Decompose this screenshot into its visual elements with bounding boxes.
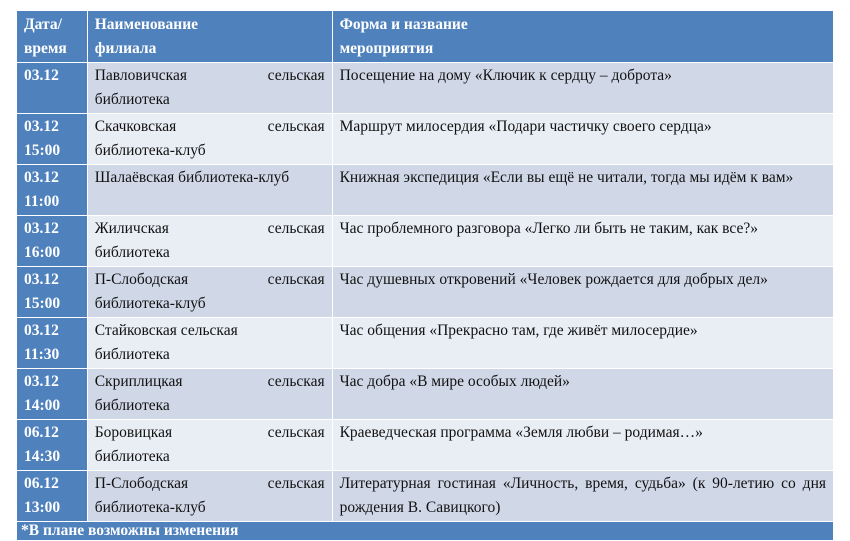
header-branch-line1: Наименование	[94, 16, 199, 33]
table-row	[17, 63, 834, 114]
table-footer-row	[17, 522, 834, 541]
branch-line1	[95, 370, 325, 394]
branch-type: сельская	[267, 271, 325, 288]
table-row	[17, 318, 834, 369]
date-time-cell	[17, 63, 88, 114]
branch-name: Павловичская	[94, 67, 187, 84]
branch-line1	[95, 472, 325, 496]
table-row	[17, 369, 834, 420]
event-date: 03.12	[24, 67, 59, 84]
branch-line1	[95, 115, 325, 139]
event-cell: Краеведческая программа «Земля любви – родимая…»	[332, 420, 833, 471]
date-time-cell	[17, 318, 88, 369]
branch-kind: библиотека	[94, 448, 170, 465]
footer-note: *В плане возможны изменения	[17, 522, 834, 541]
branch-cell	[87, 420, 332, 471]
event-cell: Литературная гостиная «Личность, время, судьба» (к 90-летию со дня рождения В. Савицкого)	[332, 471, 833, 522]
table-row	[17, 165, 834, 216]
event-date: 06.12	[24, 475, 59, 492]
branch-line1	[95, 268, 325, 292]
event-cell: Час душевных откровений «Человек рождается для добрых дел»	[332, 267, 833, 318]
event-date: 03.12	[24, 220, 59, 237]
table-row	[17, 471, 834, 522]
event-cell: Книжная экспедиция «Если вы ещё не читали, тогда мы идём к вам»	[332, 165, 833, 216]
branch-name: Скачковская	[94, 118, 177, 135]
header-branch-line2: филиала	[94, 40, 157, 57]
branch-line1	[95, 64, 325, 88]
event-date: 06.12	[24, 424, 59, 441]
branch-cell	[87, 216, 332, 267]
branch-cell	[87, 165, 332, 216]
branch-kind: библиотека-клуб	[94, 499, 206, 516]
header-event-line1: Форма и название	[339, 16, 468, 33]
event-time: 13:00	[24, 499, 61, 516]
branch-cell	[87, 63, 332, 114]
event-cell: Посещение на дому «Ключик к сердцу – доброта»	[332, 63, 833, 114]
event-cell: Час общения «Прекрасно там, где живёт милосердие»	[332, 318, 833, 369]
table-header-row	[17, 11, 834, 63]
header-date-time-line1: Дата/	[24, 16, 62, 33]
event-time: 15:00	[24, 295, 61, 312]
date-time-cell	[17, 471, 88, 522]
branch-type: сельская	[267, 475, 325, 492]
branch-name: Стайковская сельская	[94, 322, 238, 339]
header-date-time-line2: время	[24, 40, 67, 57]
header-date-time	[17, 11, 88, 63]
branch-kind: библиотека	[94, 397, 170, 414]
date-time-cell	[17, 369, 88, 420]
table-row	[17, 216, 834, 267]
table-row	[17, 420, 834, 471]
date-time-cell	[17, 165, 88, 216]
branch-kind: библиотека-клуб	[94, 295, 206, 312]
event-date: 03.12	[24, 373, 59, 390]
event-time: 15:00	[24, 142, 61, 159]
header-branch	[87, 11, 332, 63]
branch-name: Скриплицкая	[94, 373, 183, 390]
branch-name: Боровицкая	[94, 424, 173, 441]
branch-line1	[95, 217, 325, 241]
branch-cell	[87, 318, 332, 369]
event-cell: Час добра «В мире особых людей»	[332, 369, 833, 420]
event-time: 11:30	[24, 346, 60, 363]
branch-line1	[95, 421, 325, 445]
event-time: 11:00	[24, 193, 60, 210]
branch-type: сельская	[267, 220, 325, 237]
branch-name: Шалаёвская библиотека-клуб	[94, 169, 290, 186]
event-date: 03.12	[24, 118, 59, 135]
branch-cell	[87, 471, 332, 522]
branch-type: сельская	[267, 424, 325, 441]
header-event-line2: мероприятия	[339, 40, 434, 57]
event-cell: Час проблемного разговора «Легко ли быть не таким, как все?»	[332, 216, 833, 267]
event-date: 03.12	[24, 271, 59, 288]
branch-cell	[87, 267, 332, 318]
event-time: 14:30	[24, 448, 61, 465]
date-time-cell	[17, 420, 88, 471]
schedule-table	[16, 10, 834, 541]
date-time-cell	[17, 267, 88, 318]
event-time: 16:00	[24, 244, 61, 261]
branch-kind: библиотека-клуб	[94, 142, 206, 159]
branch-type: сельская	[267, 118, 325, 135]
branch-kind: библиотека	[94, 346, 170, 363]
branch-kind: библиотека	[94, 91, 170, 108]
event-date: 03.12	[24, 169, 59, 186]
header-event	[332, 11, 833, 63]
branch-type: сельская	[267, 373, 325, 390]
branch-kind: библиотека	[94, 244, 170, 261]
branch-cell	[87, 369, 332, 420]
table-row	[17, 114, 834, 165]
event-cell: Маршрут милосердия «Подари частичку своего сердца»	[332, 114, 833, 165]
branch-name: Жиличская	[94, 220, 169, 237]
branch-cell	[87, 114, 332, 165]
table-row	[17, 267, 834, 318]
event-date: 03.12	[24, 322, 59, 339]
branch-name: П-Слободская	[94, 475, 189, 492]
date-time-cell	[17, 216, 88, 267]
branch-type: сельская	[267, 67, 325, 84]
event-time: 14:00	[24, 397, 61, 414]
branch-name: П-Слободская	[94, 271, 189, 288]
date-time-cell	[17, 114, 88, 165]
